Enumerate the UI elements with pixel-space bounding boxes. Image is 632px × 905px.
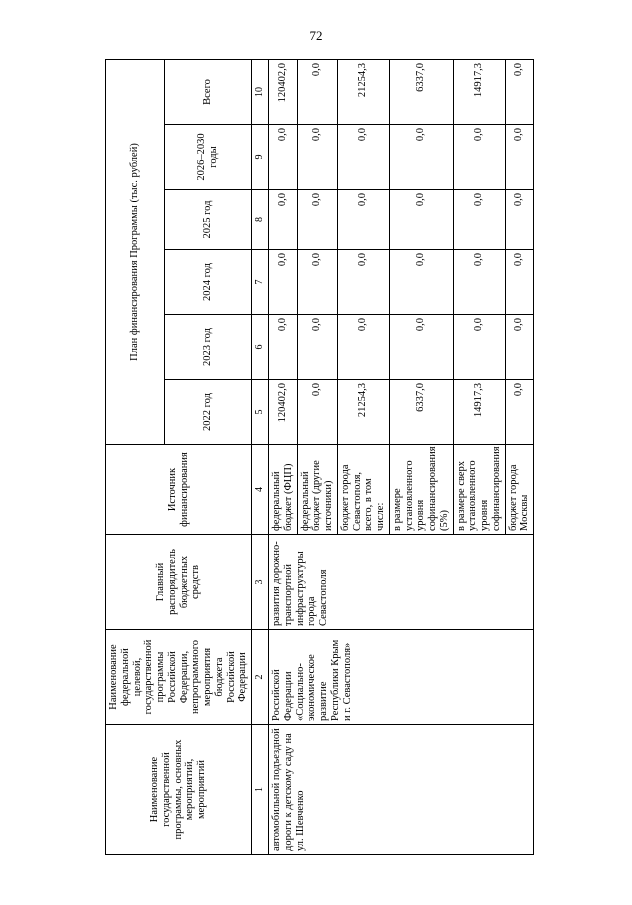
funding-source-cell: бюджет города Москвы — [505, 445, 534, 535]
value-2022: 14917,3 — [453, 380, 505, 445]
header-year-2025: 2025 год — [165, 190, 252, 250]
value-2024: 0,0 — [505, 250, 534, 315]
value-2022: 21254,3 — [337, 380, 389, 445]
value-2025: 0,0 — [453, 190, 505, 250]
value-2024: 0,0 — [297, 250, 337, 315]
program-name-cell: автомобильной подъездной дороги к детскому саду на ул. Шевченко — [269, 725, 534, 855]
column-number: 4 — [252, 445, 269, 535]
financing-table — [105, 59, 534, 855]
value-2023: 0,0 — [269, 315, 298, 380]
header-total: Всего — [165, 59, 252, 124]
value-2024: 0,0 — [389, 250, 453, 315]
header-funding-source: Источник финансирования — [106, 445, 252, 535]
budget-manager-cell: развития дорожно-транспортной инфраструктуры города Севастополя — [269, 535, 534, 630]
federal-program-cell: Российской Федерации «Социально-экономическое развитие Республики Крым и г. Севастополя» — [269, 630, 534, 725]
column-number: 9 — [252, 125, 269, 190]
rotated-table-container — [105, 60, 630, 855]
funding-source-cell: федеральный бюджет (ФЦП) — [269, 445, 298, 535]
funding-source-cell: в размере установленного уровня софинансирования (5%) — [389, 445, 453, 535]
value-2026-2030: 0,0 — [453, 125, 505, 190]
value-2025: 0,0 — [337, 190, 389, 250]
value-2026-2030: 0,0 — [269, 125, 298, 190]
value-2022: 0,0 — [297, 380, 337, 445]
funding-source-cell: бюджет города Севастополя, всего, в том числе: — [337, 445, 389, 535]
funding-source-cell: в размере сверх установленного уровня софинансирования — [453, 445, 505, 535]
value-2025: 0,0 — [269, 190, 298, 250]
funding-source-cell: федеральный бюджет (другие источники) — [297, 445, 337, 535]
table-row — [269, 59, 298, 854]
value-2023: 0,0 — [389, 315, 453, 380]
column-number: 2 — [252, 630, 269, 725]
value-2022: 0,0 — [505, 380, 534, 445]
value-2024: 0,0 — [337, 250, 389, 315]
value-total: 14917,3 — [453, 59, 505, 124]
value-2026-2030: 0,0 — [389, 125, 453, 190]
value-2025: 0,0 — [389, 190, 453, 250]
value-total: 21254,3 — [337, 59, 389, 124]
value-2022: 6337,0 — [389, 380, 453, 445]
page-number: 72 — [309, 28, 323, 43]
value-total: 6337,0 — [389, 59, 453, 124]
column-number: 10 — [252, 59, 269, 124]
value-total: 0,0 — [505, 59, 534, 124]
header-year-2024: 2024 год — [165, 250, 252, 315]
value-2025: 0,0 — [505, 190, 534, 250]
value-2024: 0,0 — [453, 250, 505, 315]
value-2023: 0,0 — [337, 315, 389, 380]
header-budget-manager: Главный распорядитель бюджетных средств — [106, 535, 252, 630]
header-year-2022: 2022 год — [165, 380, 252, 445]
value-2024: 0,0 — [269, 250, 298, 315]
column-number: 8 — [252, 190, 269, 250]
value-2026-2030: 0,0 — [297, 125, 337, 190]
header-program-name: Наименование государственной программы, основных мероприятий, мероприятий — [106, 725, 252, 855]
value-total: 120402,0 — [269, 59, 298, 124]
column-number: 3 — [252, 535, 269, 630]
value-2026-2030: 0,0 — [505, 125, 534, 190]
value-2025: 0,0 — [297, 190, 337, 250]
column-number: 7 — [252, 250, 269, 315]
value-2023: 0,0 — [505, 315, 534, 380]
value-2023: 0,0 — [297, 315, 337, 380]
column-number: 1 — [252, 725, 269, 855]
header-year-2023: 2023 год — [165, 315, 252, 380]
value-2023: 0,0 — [453, 315, 505, 380]
value-total: 0,0 — [297, 59, 337, 124]
column-number: 6 — [252, 315, 269, 380]
header-federal-program: Наименование федеральной целевой, государственной программы Российской Федерации, непрограммного мероприятия бюджета Российской Федерации — [106, 630, 252, 725]
header-financing-plan: План финансирования Программы (тыс. рублей) — [106, 59, 165, 444]
column-number: 5 — [252, 380, 269, 445]
header-years-2026-2030: 2026–2030 годы — [165, 125, 252, 190]
value-2022: 120402,0 — [269, 380, 298, 445]
value-2026-2030: 0,0 — [337, 125, 389, 190]
